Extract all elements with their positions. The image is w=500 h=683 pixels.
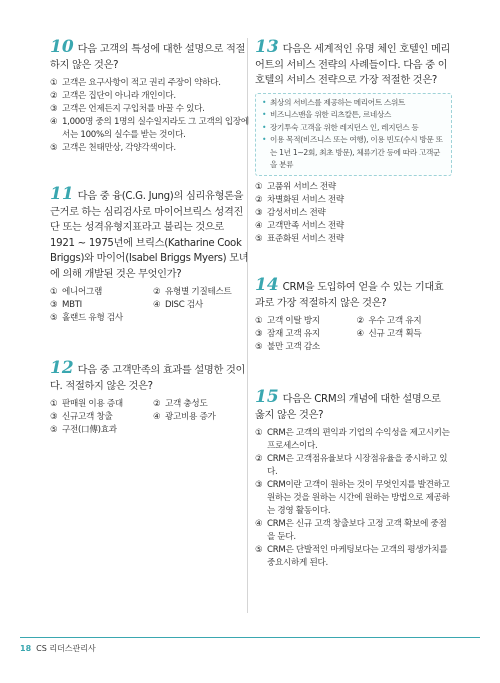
right-column <box>255 37 452 570</box>
page-footer <box>20 643 96 654</box>
option-2[interactable]: ② 고객 충성도 <box>153 399 208 409</box>
option-3[interactable]: ③ MBTI <box>50 300 82 310</box>
option-5[interactable]: ⑤ 불만 고객 감소 <box>255 342 320 353</box>
option-5[interactable]: ⑤ 표준화된 서비스 전략 <box>255 234 344 245</box>
options-list <box>255 427 452 570</box>
options-list <box>50 77 250 155</box>
question-text: 다음은 세계적인 유명 체인 호텔인 메리어트의 서비스 전략의 사례들이다. 다음 중 이 호텔의 서비스 전략으로 가장 적절한 것은? <box>255 44 451 86</box>
question-15 <box>255 387 452 570</box>
question-text: 다음은 CRM의 개념에 대한 설명으로 옳지 않은 것은? <box>255 394 441 421</box>
option-5[interactable]: ⑤ CRM은 단발적인 마케팅보다는 고객의 평생가치를 중요시하게 된다. <box>255 545 448 569</box>
options-list <box>50 398 250 437</box>
question-number: 10 <box>50 37 74 57</box>
option-4[interactable]: ④ CRM은 신규 고객 창출보다 고정 고객 확보에 중점을 둔다. <box>255 519 447 543</box>
question-12 <box>50 358 250 437</box>
box-item: • 비즈니스맨을 위한 리츠칼튼, 르네상스 <box>262 110 392 120</box>
left-column <box>50 37 250 437</box>
option-2[interactable]: ② 고객은 집단이 아니라 개인이다. <box>50 91 176 101</box>
footer-rule <box>20 637 480 638</box>
question-number: 12 <box>50 358 74 378</box>
option-2[interactable]: ② CRM은 고객점유율보다 시장점유율을 중시하고 있다. <box>255 454 448 478</box>
question-number: 15 <box>255 387 279 408</box>
options-list <box>255 315 452 354</box>
option-4[interactable]: ④ 1,000명 중의 1명의 실수일지라도 그 고객의 입장에서는 100%의 실수를 받는 것이다. <box>50 117 249 140</box>
option-4[interactable]: ④ 신규 고객 획득 <box>356 329 422 340</box>
option-4[interactable]: ④ DISC 검사 <box>153 300 203 310</box>
box-item: • 최상의 서비스를 제공하는 메리어트 스위트 <box>262 97 406 107</box>
option-3[interactable]: ③ 잠재 고객 유지 <box>255 329 320 340</box>
option-3[interactable]: ③ 고객은 언제든지 구입처를 바꿀 수 있다. <box>50 104 205 114</box>
option-1[interactable]: ① CRM은 고객의 편익과 기업의 수익성을 제고시키는 프로세스이다. <box>255 428 450 452</box>
question-text: 다음 중 융(C.G. Jung)의 심리유형론을 근거로 하는 심리검사로 마이어브릭스 성격진단 또는 성격유형지표라고 불리는 것으로 1921 ~ 1975년에 브릭스(Katharine Cook Briggs)와 마이어(Isabel Briggs Myers) 모녀에 의해 개발된 것은 무엇인가? <box>50 191 249 280</box>
example-box <box>255 93 452 177</box>
option-1[interactable]: ① 판매원 이용 증대 <box>50 399 123 409</box>
page-number: 18 <box>20 644 32 653</box>
option-4[interactable]: ④ 광고비용 증가 <box>153 412 216 422</box>
question-number: 13 <box>255 37 279 57</box>
question-number: 11 <box>50 184 74 204</box>
question-text: 다음 고객의 특성에 대한 설명으로 적절하지 않은 것은? <box>50 44 246 71</box>
question-13 <box>255 37 452 246</box>
option-5[interactable]: ⑤ 홀랜드 유형 검사 <box>50 313 123 323</box>
option-3[interactable]: ③ 감성서비스 전략 <box>255 208 326 219</box>
option-2[interactable]: ② 우수 고객 유지 <box>356 316 422 327</box>
option-2[interactable]: ② 유형별 기질테스트 <box>153 287 232 297</box>
question-text: CRM을 도입하여 얻을 수 있는 기대효과로 가장 적절하지 않은 것은? <box>255 282 444 309</box>
option-3[interactable]: ③ 신규고객 창출 <box>50 412 113 422</box>
question-11 <box>50 184 250 325</box>
option-5[interactable]: ⑤ 고객은 천태만상, 각양각색이다. <box>50 143 176 153</box>
question-10 <box>50 37 250 155</box>
option-1[interactable]: ① 고객은 요구사항이 적고 권리 주장이 약하다. <box>50 78 221 88</box>
option-3[interactable]: ③ CRM이란 고객이 원하는 것이 무엇인지를 발견하고 원하는 것을 원하는 시간에 원하는 방법으로 제공하는 경영 활동이다. <box>255 480 450 517</box>
question-text: 다음 중 고객만족의 효과를 설명한 것이다. 적절하지 않은 것은? <box>50 365 246 392</box>
box-item: • 장기투숙 고객을 위한 레지던스 인, 레지던스 등 <box>262 122 419 132</box>
option-1[interactable]: ① 에니어그램 <box>50 287 103 297</box>
question-14 <box>255 275 452 354</box>
box-item: • 이용 목적(비즈니스 또는 여행), 이용 빈도(수시 방문 또는 1년 1~2회, 최초 방문), 체류기간 등에 따라 고객군을 분류 <box>262 135 443 170</box>
question-number: 14 <box>255 275 279 296</box>
option-4[interactable]: ④ 고객만족 서비스 전략 <box>255 221 344 232</box>
book-title: CS 리더스관리사 <box>36 644 96 653</box>
option-1[interactable]: ① 고품위 서비스 전략 <box>255 182 336 193</box>
option-2[interactable]: ② 차별화된 서비스 전략 <box>255 195 344 206</box>
option-1[interactable]: ① 고객 이탈 방지 <box>255 316 320 327</box>
option-5[interactable]: ⑤ 구전(口傳)효과 <box>50 425 117 435</box>
options-list <box>255 181 452 246</box>
options-list <box>50 286 250 325</box>
